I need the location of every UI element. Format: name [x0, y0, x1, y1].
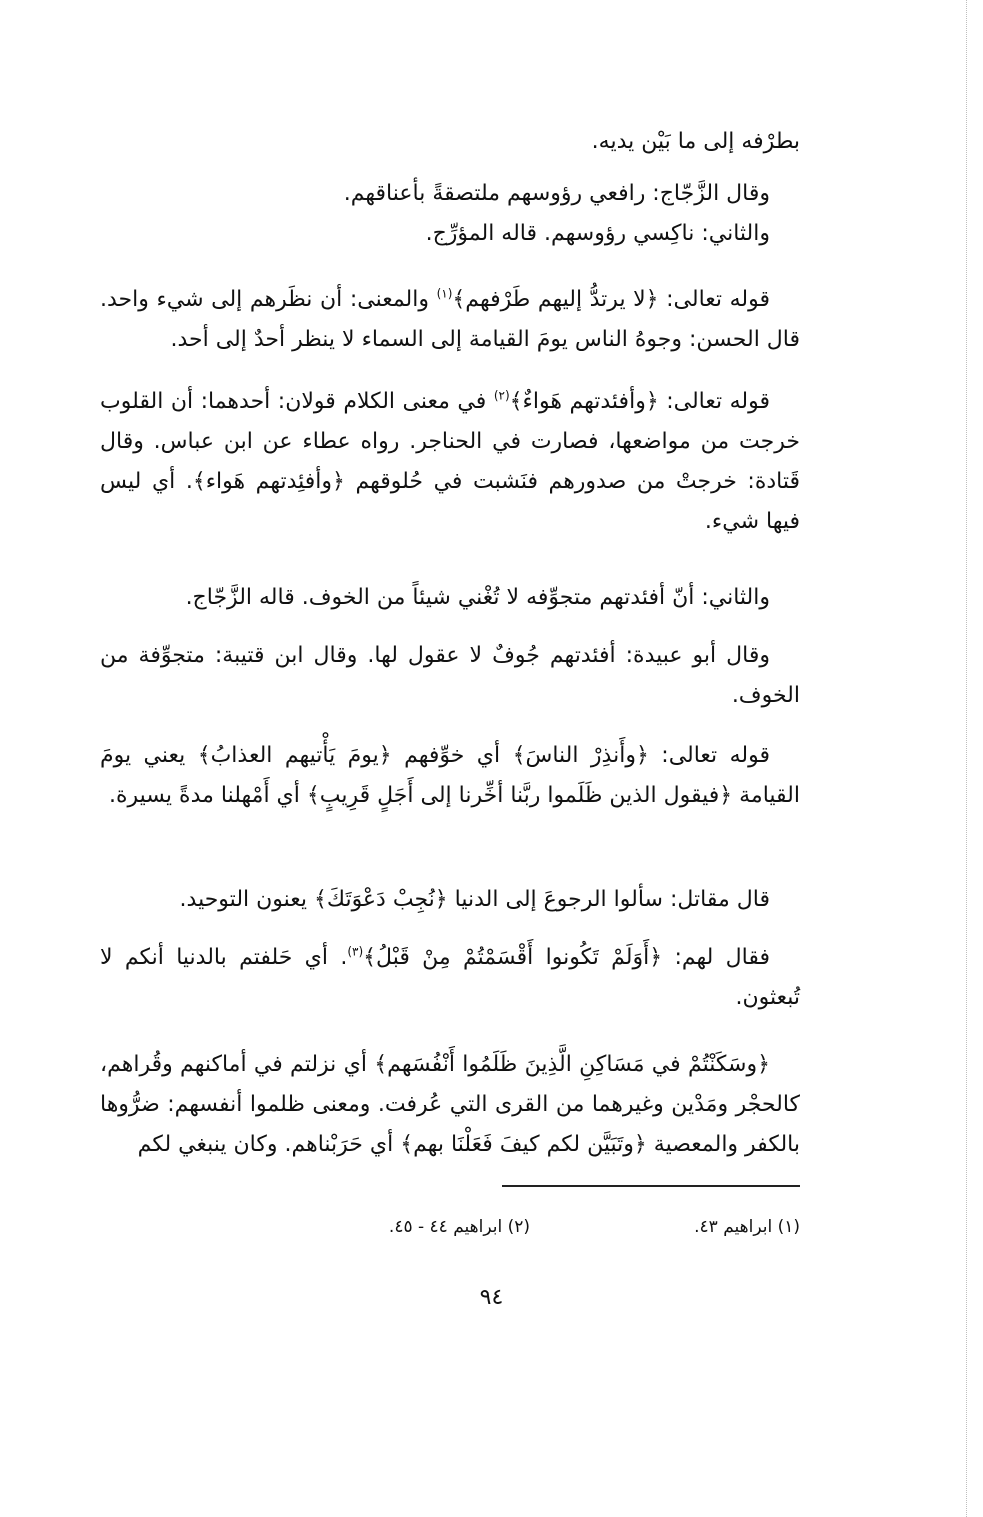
paragraph-1: بطرْفه إلى ما بَيْن يديه. — [591, 129, 800, 154]
page-number: ٩٤ — [479, 1285, 504, 1310]
text-block-8 — [100, 736, 800, 816]
paragraph-2: وقال الزَّجّاج: رافعي رؤوسهم ملتصقةً بأعناقهم. — [343, 181, 770, 206]
page-edge-line — [966, 0, 967, 1517]
text-block-10 — [100, 938, 800, 1018]
footnote-2: (٢) ابراهيم ٤٤ - ٤٥. — [388, 1217, 530, 1237]
text-block-11 — [100, 1045, 800, 1165]
paragraph-4 — [100, 280, 800, 360]
text-block-4 — [100, 280, 800, 360]
footnote-ref-1: (١) — [436, 286, 453, 301]
text-block-6 — [100, 578, 800, 618]
footnote-separator — [502, 1185, 800, 1187]
footnote-ref-3: (٣) — [347, 944, 364, 959]
paragraph-3: والثاني: ناكِسي رؤوسهم. قاله المؤرِّج. — [425, 221, 770, 246]
paragraph-5-quote: قوله تعالى: ﴿وأفئدتهم هَواءٌ﴾ — [509, 389, 771, 414]
paragraph-9: قال مقاتل: سألوا الرجوعَ إلى الدنيا ﴿نُجِبْ دَعْوَتَكَ﴾ يعنون التوحيد. — [179, 887, 770, 912]
paragraph-5-body: في معنى الكلام قولان: أحدهما: أن القلوب خرجت من مواضعها، فصارت في الحناجر. رواه عطاء عن ابن عباس. وقال قَتادة: خرجتْ من صدورهم فنَشبت في حُلوقهم ﴿وأفئِدتهم هَواء﴾. أي ليس فيها شيء. — [100, 389, 800, 534]
paragraph-6: والثاني: أنّ أفئدتهم متجوِّفه لا تُغْني شيئاً من الخوف. قاله الزَّجّاج. — [185, 585, 770, 610]
paragraph-5 — [100, 382, 800, 542]
paragraph-10 — [100, 938, 800, 1018]
paragraph-7: وقال أبو عبيدة: أفئدتهم جُوفٌ لا عقول لها. وقال ابن قتيبة: متجوِّفة من الخوف. — [100, 643, 800, 708]
footnote-ref-2: (٢) — [493, 388, 510, 403]
paragraph-8: قوله تعالى: ﴿وأَنذِرْ الناسَ﴾ أي خوِّفهم ﴿يومَ يَأْتيهم العذابُ﴾ يعني يومَ القيامة ﴿فيقول الذين ظَلَموا ربَّنا أخِّرنا إلى أَجَلٍ قَرِيبٍ﴾ أي أَمْهلنا مدةً يسيرة. — [100, 743, 800, 808]
paragraph-10-body: . أي حَلفتم بالدنيا أنكم لا تُبعثون. — [100, 945, 800, 1010]
paragraph-4-quote: قوله تعالى: ﴿لا يرتدُّ إليهم طَرْفهم﴾ — [452, 287, 770, 312]
text-block-7 — [100, 636, 800, 716]
paragraph-10-quote: فقال لهم: ﴿أَوَلَمْ تَكُونوا أَقْسَمْتُمْ مِنْ قَبْلُ﴾ — [363, 945, 770, 970]
footnote-1: (١) ابراهيم ٤٣. — [694, 1217, 800, 1237]
text-block-5 — [100, 382, 800, 542]
paragraph-11: ﴿وسَكَنْتُمْ في مَسَاكِنِ الَّذِينَ ظَلَمُوا أَنْفُسَهم﴾ أي نزلتم في أماكنهم وقُراهم، كالحجْر ومَدْين وغيرهما من القرى التي عُرفت. ومعنى ظلموا أنفسهم: ضرُّوها بالكفر والمعصية ﴿وتَبَيَّن لكم كيفَ فَعَلْنَا بهم﴾ أي حَرَبْناهم. وكان ينبغي لكم — [100, 1052, 800, 1157]
text-block-top — [100, 122, 800, 254]
text-block-9 — [100, 880, 800, 920]
paragraph-4-body: والمعنى: أن نظَرهم إلى شيء واحد. قال الحسن: وجوهُ الناس يومَ القيامة إلى السماء لا ينظر أحدٌ إلى أحد. — [100, 287, 800, 352]
